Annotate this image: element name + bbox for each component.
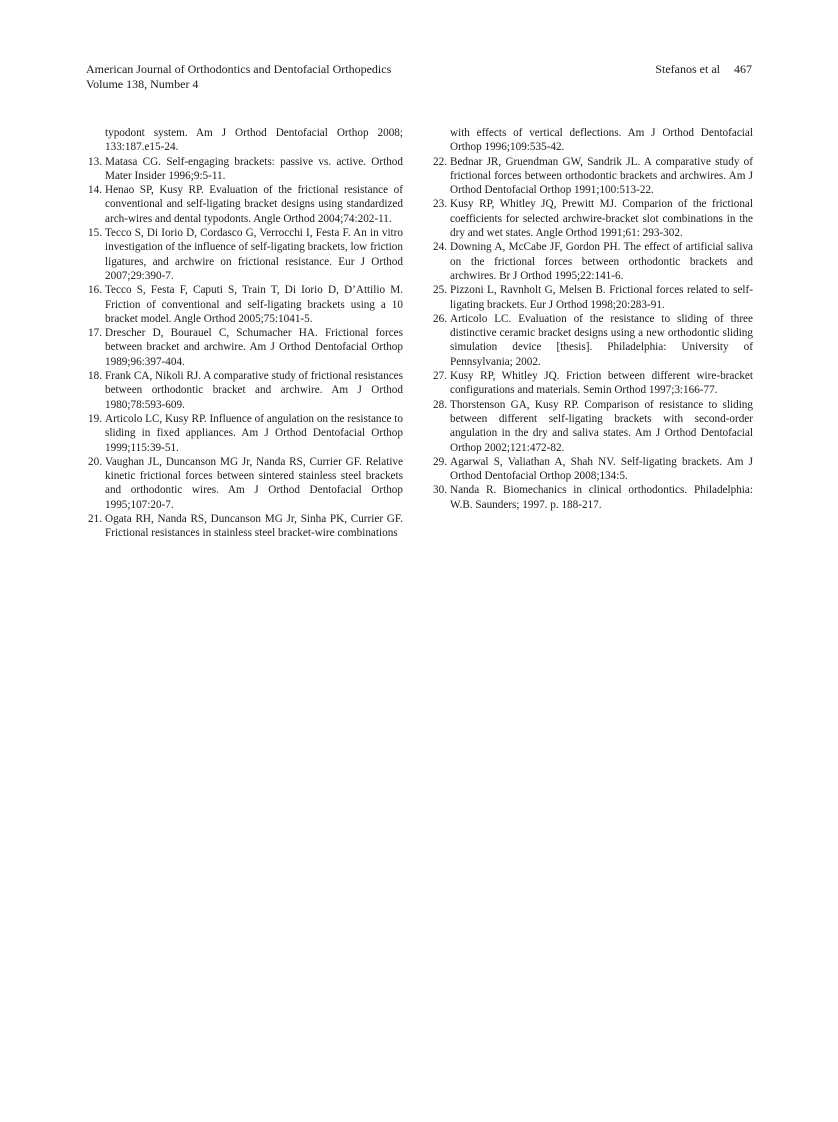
reference-number: 22. [433, 155, 447, 168]
reference-item [86, 512, 403, 541]
reference-text: Nanda R. Biomechanics in clinical orthodontics. Philadelphia: W.B. Saunders; 1997. p. 188-217. [450, 484, 753, 511]
reference-text: Articolo LC. Evaluation of the resistance to sliding of three distinctive ceramic bracket designs using a new orthodontic sliding simulation device [thesis]. Philadelphia: University of Pennsylvania; 2002. [450, 312, 753, 368]
reference-item [86, 455, 403, 512]
reference-number: 27. [433, 370, 447, 383]
reference-item [86, 369, 403, 412]
reference-number: 13. [88, 155, 102, 168]
reference-item [431, 155, 753, 198]
reference-text: Frank CA, Nikoli RJ. A comparative study of frictional resistances between orthodontic bracket and archwire. Am J Orthod 1980;78:593-609. [105, 370, 403, 411]
reference-item [431, 483, 753, 512]
reference-number: 29. [433, 455, 447, 468]
reference-item [86, 226, 403, 283]
reference-text: Matasa CG. Self-engaging brackets: passive vs. active. Orthod Mater Insider 1996;9:5-11. [105, 155, 403, 182]
page-number: 467 [734, 62, 752, 76]
reference-text: Kusy RP, Whitley JQ, Prewitt MJ. Comparion of the frictional coefficients for selected archwire-bracket slot combinations in the dry and wet states. Angle Orthod 1991;61: 293-302. [450, 198, 753, 240]
reference-text: Thorstenson GA, Kusy RP. Comparison of resistance to sliding between different self-ligating brackets with second-order angulation in the dry and saliva states. Am J Orthod Dentofacial Orthop 2002;121:472-82. [450, 398, 753, 454]
reference-text: Tecco S, Festa F, Caputi S, Train T, Di Iorio D, D’Attilio M. Friction of conventional and self-ligating brackets using a 10 bracket model. Angle Orthod 2005;75:1041-5. [105, 284, 403, 325]
reference-item [86, 326, 403, 369]
reference-number: 26. [433, 312, 447, 325]
running-authors: Stefanos et al [655, 62, 720, 76]
reference-number: 19. [88, 412, 102, 425]
reference-number: 24. [433, 241, 447, 254]
reference-item [86, 412, 403, 455]
reference-continuation: typodont system. Am J Orthod Dentofacial Orthop 2008; 133:187.e15-24. [105, 127, 403, 154]
reference-number: 15. [88, 227, 102, 240]
reference-text: Bednar JR, Gruendman GW, Sandrik JL. A comparative study of frictional forces between orthodontic brackets and archwires. Am J Orthod Dentofacial Orthop 1991;100:513-22. [450, 155, 753, 197]
reference-number: 16. [88, 284, 102, 297]
reference-item [431, 369, 753, 398]
reference-text: Tecco S, Di Iorio D, Cordasco G, Verrocchi I, Festa F. An in vitro investigation of the influence of self-ligating brackets, low friction ligatures, and archwire on frictional resistance. Eur J Orthod 2007;29:390-7. [105, 227, 403, 282]
reference-text: Drescher D, Bourauel C, Schumacher HA. Frictional forces between bracket and archwire. Am J Orthod Dentofacial Orthop 1989;96:397-404. [105, 327, 403, 368]
reference-item [86, 155, 403, 184]
reference-text: Downing A, McCabe JF, Gordon PH. The effect of artificial saliva on the frictional forces between orthodontic brackets and archwires. Br J Orthod 1995;22:141-6. [450, 241, 753, 282]
reference-item [86, 283, 403, 326]
reference-text: Vaughan JL, Duncanson MG Jr, Nanda RS, Currier GF. Relative kinetic frictional forces between sintered stainless steel brackets and orthodontic wires. Am J Orthod Dentofacial Orthop 1995;107:20-7. [105, 455, 403, 511]
reference-item [431, 197, 753, 240]
reference-item [86, 183, 403, 226]
reference-item [431, 455, 753, 484]
reference-text: Pizzoni L, Ravnholt G, Melsen B. Frictional forces related to self-ligating brackets. Eur J Orthod 1998;20:283-91. [450, 284, 753, 311]
journal-title: American Journal of Orthodontics and Dentofacial Orthopedics [86, 62, 392, 76]
reference-number: 25. [433, 284, 447, 297]
reference-item [431, 398, 753, 455]
reference-text: Agarwal S, Valiathan A, Shah NV. Self-ligating brackets. Am J Orthod Dentofacial Orthop 2008;134:5. [450, 455, 753, 483]
reference-text: Henao SP, Kusy RP. Evaluation of the frictional resistance of conventional and self-ligating bracket designs using standardized arch-wires and dental typodonts. Angle Orthod 2004;74:202-11. [105, 184, 403, 225]
reference-item [431, 240, 753, 283]
reference-text: Ogata RH, Nanda RS, Duncanson MG Jr, Sinha PK, Currier GF. Frictional resistances in stainless steel bracket-wire combinations [105, 513, 403, 540]
reference-item [431, 283, 753, 312]
reference-number: 21. [88, 513, 102, 526]
reference-text: Kusy RP, Whitley JQ. Friction between different wire-bracket configurations and materials. Semin Orthod 1997;3:166-77. [450, 370, 753, 397]
reference-number: 23. [433, 198, 447, 211]
running-header-right [655, 62, 752, 77]
reference-continuation: with effects of vertical deflections. Am J Orthod Dentofacial Orthop 1996;109:535-42. [450, 127, 753, 154]
reference-number: 20. [88, 455, 102, 468]
journal-volume: Volume 138, Number 4 [86, 77, 199, 91]
reference-number: 14. [88, 184, 102, 197]
reference-number: 28. [433, 398, 447, 411]
reference-number: 30. [433, 484, 447, 497]
reference-number: 18. [88, 370, 102, 383]
reference-item [431, 312, 753, 369]
reference-number: 17. [88, 327, 102, 340]
references-right-column [431, 126, 753, 512]
references-left-column [86, 126, 403, 541]
reference-text: Articolo LC, Kusy RP. Influence of angulation on the resistance to sliding in fixed appliances. Am J Orthod Dentofacial Orthop 1999;115:39-51. [105, 412, 403, 454]
running-header-left [86, 62, 391, 92]
